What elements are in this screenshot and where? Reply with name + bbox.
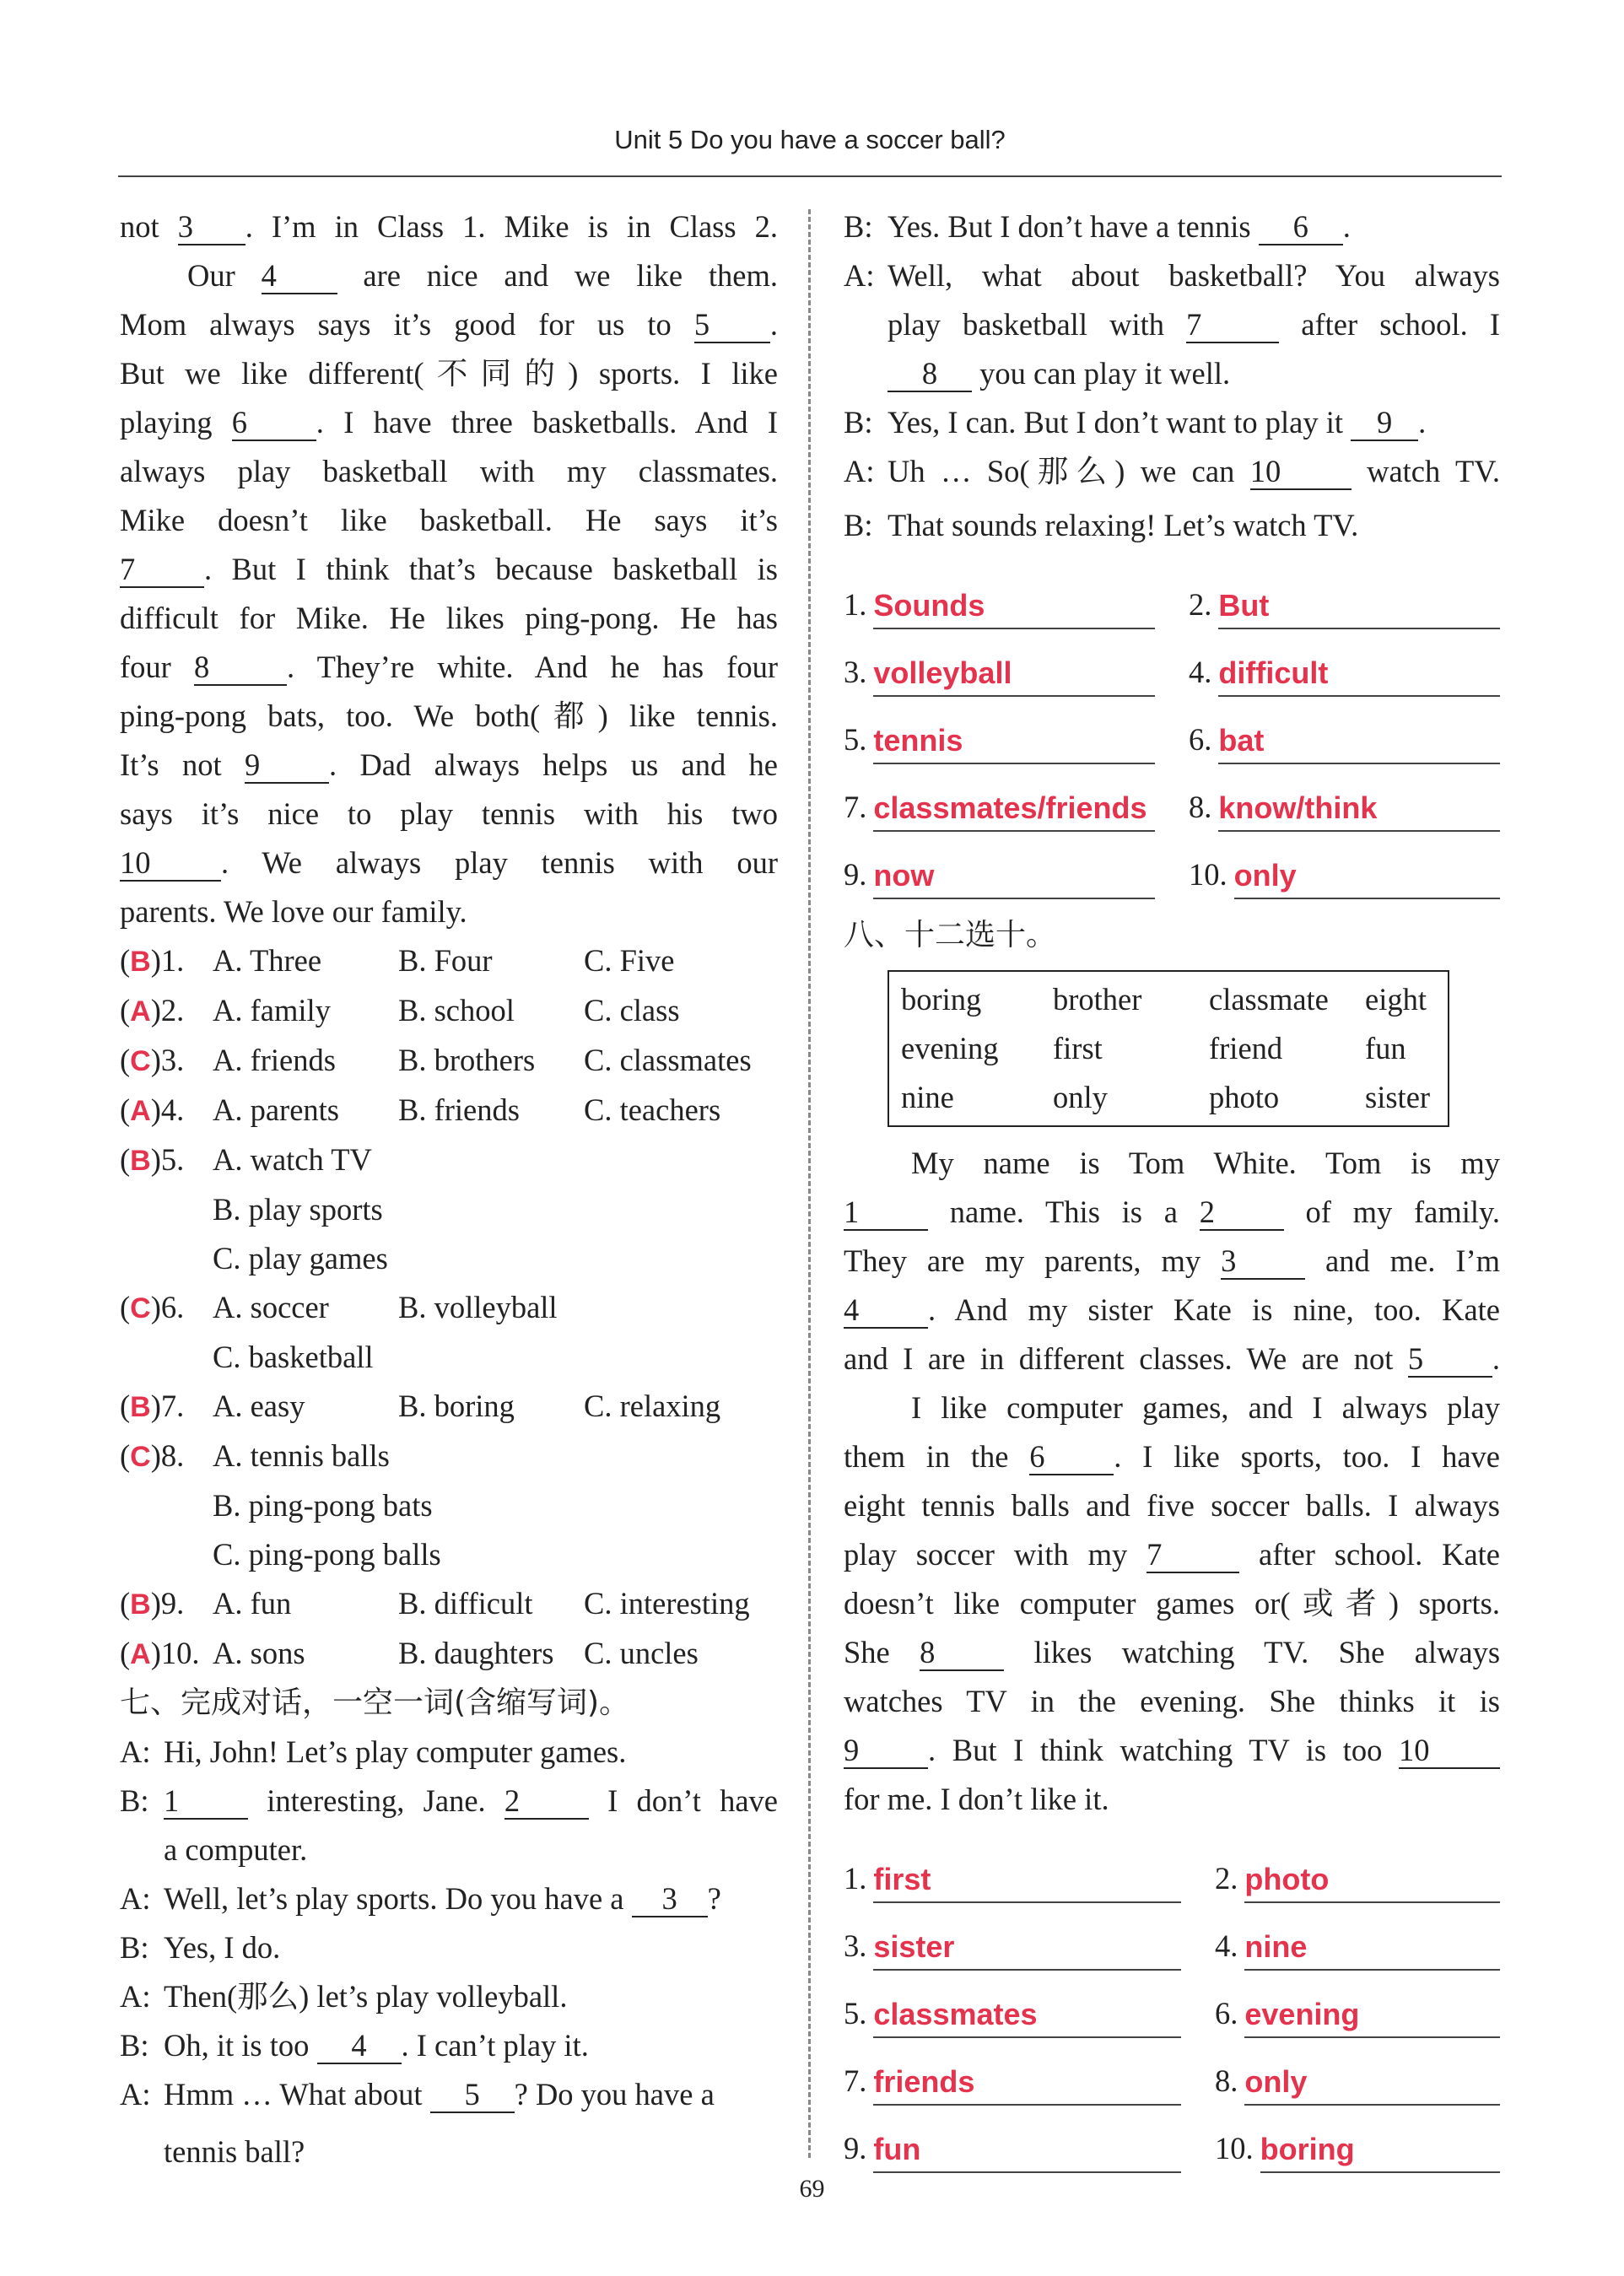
word-bank-item: fun [1365,1031,1406,1065]
answer-row: 6. bat [1189,697,1500,764]
passage-line: always play basketball with my classmates. [120,454,778,488]
page-header: Unit 5 Do you have a soccer ball? [614,125,1006,154]
section-8-title: 八、十二选十。 [844,918,1057,952]
page-number: 69 [799,2175,825,2203]
answer-field[interactable]: friends [873,2060,1181,2106]
answer-4: A [130,1095,151,1127]
passage-line: It’s not 9 . Dad always helps us and he [120,747,778,782]
passage-line: My name is Tom White. Tom is my [911,1146,1500,1180]
blank-6[interactable]: 6 [1029,1440,1114,1475]
blank-8[interactable]: 8 [920,1636,1004,1671]
blank-10[interactable]: 10 [120,846,221,882]
answer-10: A [130,1638,151,1670]
word-bank-item: sister [1365,1080,1431,1114]
answer-row: 4. nine [1215,1903,1500,1971]
answer-field[interactable]: now [873,854,1155,899]
passage-line: play soccer with my 7 after school. Kate [844,1537,1500,1572]
option-a[interactable]: A. easy [213,1389,305,1423]
question-4: (A)4. A. parents B. friends C. teachers [120,1086,778,1135]
blank-3[interactable]: 3 [178,210,245,245]
option-a[interactable]: A. soccer [213,1290,329,1324]
dialog-continuation: a computer. [164,1832,308,1867]
passage-line: 9 . But I think watching TV is too 10 [844,1726,1500,1775]
answer-field[interactable]: classmates/friends [873,786,1155,832]
answer-field[interactable]: fun [873,2128,1181,2173]
dialog-line: A: Well, let’s play sports. Do you have a 3 ? [120,1881,721,1916]
option-b[interactable]: B. volleyball [398,1290,558,1324]
option-c[interactable]: C. class [584,993,680,1027]
answer-row: 3. volleyball [844,629,1155,697]
blank-4[interactable]: 4 [262,259,337,294]
answer-row: 7. friends [844,2038,1181,2106]
option-a[interactable]: A. family [213,993,331,1027]
word-bank-item: photo [1209,1080,1280,1114]
answer-row: 2. But [1189,562,1500,629]
answer-field[interactable]: first [873,1858,1181,1903]
dialog-line: B: Yes. But I don’t have a tennis 6 . [844,209,1351,244]
answer-row: 1. Sounds [844,562,1155,629]
answer-field[interactable]: Sounds [873,584,1155,629]
passage-line: Mom always says it’s good for us to 5 . [120,307,779,342]
passage-line: doesn’t like computer games or(或者) sports. [844,1586,1500,1621]
passage-line: and I are in different classes. We are not 5 . [844,1341,1500,1376]
dialog-line: A: Well, what about basketball? You always [844,258,1500,293]
dialog-line: B: Yes, I can. But I don’t want to play it 9 . [844,405,1427,440]
section-7-title: 七、完成对话，一空一词(含缩写词)。 [120,1685,630,1720]
question-6: (C)6. A. soccer B. volleyball [120,1283,778,1333]
blank-9[interactable]: 9 [245,748,329,784]
answer-2: A [130,995,151,1027]
passage-line: She 8 likes watching TV. She always [844,1635,1501,1669]
blank-5[interactable]: 5 [430,2078,515,2113]
passage-line: says it’s nice to play tennis with his two [120,796,778,831]
answer-field[interactable]: photo [1244,1858,1500,1903]
answer-field[interactable]: volleyball [873,651,1155,697]
option-c[interactable]: C. play games [213,1241,388,1276]
answer-row: 8. know/think [1189,764,1500,832]
answer-field[interactable]: difficult [1218,651,1500,697]
answer-row: 2. photo [1215,1836,1500,1903]
passage-line: 10 . We always play tennis with our [120,845,778,880]
blank-1[interactable]: 1 [844,1195,928,1231]
blank-10[interactable]: 10 [1250,455,1352,490]
passage-line: 4 . And my sister Kate is nine, too. Kate [844,1292,1500,1327]
answer-1: B [130,946,151,978]
option-c[interactable]: C. relaxing [584,1389,721,1423]
word-bank-item: eight [1365,982,1427,1017]
word-bank-item: friend [1209,1031,1283,1065]
option-b[interactable]: B. Four [398,943,493,978]
option-c[interactable]: C. basketball [213,1340,374,1374]
option-c[interactable]: C. interesting [584,1586,750,1621]
passage-line: I like computer games, and I always play [911,1390,1500,1425]
option-b[interactable]: B. difficult [398,1586,533,1621]
option-b[interactable]: B. brothers [398,1043,536,1077]
blank-9[interactable]: 9 [844,1734,928,1769]
answer-row: 5. tennis [844,697,1155,764]
answer-3: C [130,1045,151,1077]
passage-line: Mike doesn’t like basketball. He says it’s [120,503,778,537]
header-rule [118,175,1502,177]
answer-field[interactable]: classmates [873,1993,1181,2038]
word-bank-item: first [1053,1031,1103,1065]
blank-2[interactable]: 2 [504,1784,589,1820]
blank-1[interactable]: 1 [164,1784,248,1820]
dialog-continuation: play basketball with 7 after school. I [888,307,1500,342]
option-c[interactable]: C. teachers [584,1092,721,1127]
option-c[interactable]: C. ping-pong balls [213,1537,441,1572]
answer-field[interactable]: know/think [1218,786,1500,832]
answer-5: B [130,1145,151,1177]
option-a[interactable]: A. sons [213,1636,305,1670]
passage-line: 7 . But I think that’s because basketball is [120,552,778,586]
passage-line: four 8 . They’re white. And he has four [120,650,779,684]
word-bank-item: boring [901,982,982,1017]
answers-section-7 [844,562,1500,899]
blank-3[interactable]: 3 [1221,1244,1305,1280]
option-a[interactable]: A. tennis balls [213,1438,390,1473]
dialog-line: B: 1 interesting, Jane. 2 I don’t have [120,1783,779,1818]
answer-row: 6. evening [1215,1971,1500,2038]
blank-9[interactable]: 9 [1351,406,1418,441]
blank-4[interactable]: 4 [844,1293,928,1329]
column-divider [808,209,811,2158]
option-a[interactable]: A. watch TV [213,1142,372,1177]
dialog-line: A: Hi, John! Let’s play computer games. [120,1734,627,1769]
word-bank-item: classmate [1209,982,1329,1017]
answers-section-8 [844,1836,1500,2173]
left-column [120,202,778,2176]
blank-7[interactable]: 7 [1147,1538,1239,1573]
dialog-line: A: Then(那么) let’s play volleyball. [120,1979,568,2014]
option-c[interactable]: C. Five [584,943,675,978]
passage-line: difficult for Mike. He likes ping-pong. He has [120,601,778,635]
answer-row: 5. classmates [844,1971,1181,2038]
word-bank [888,970,1449,1127]
passage-line: parents. We love our family. [120,894,467,929]
question-2: (A)2. A. family B. school C. class [120,986,778,1036]
blank-7[interactable]: 7 [120,553,204,588]
answer-field[interactable]: But [1218,584,1500,629]
option-b[interactable]: B. daughters [398,1636,554,1670]
passage-line: 1 name. This is a 2 of my family. [844,1195,1501,1229]
right-column [844,202,1500,2173]
dialog-line: B: Oh, it is too 4 . I can’t play it. [120,2028,589,2063]
word-bank-item: evening [901,1031,999,1065]
answer-field[interactable]: only [1234,854,1500,899]
answer-9: B [130,1588,151,1621]
answer-row: 9. now [844,832,1155,899]
question-3: (C)3. A. friends B. brothers C. classmates [120,1036,778,1086]
answer-field[interactable]: evening [1244,1993,1500,2038]
option-c[interactable]: C. classmates [584,1043,752,1077]
option-b[interactable]: B. ping-pong bats [213,1488,433,1523]
blank-8[interactable]: 8 [888,357,972,392]
option-a[interactable]: A. Three [213,943,322,978]
answer-7: B [130,1391,151,1423]
passage-line: for me. I don’t like it. [844,1782,1109,1816]
answer-8: C [130,1441,151,1473]
blank-2[interactable]: 2 [1200,1195,1284,1231]
blank-3[interactable]: 3 [632,1882,708,1917]
blank-6[interactable]: 6 [1259,210,1343,245]
blank-8[interactable]: 8 [194,650,287,686]
passage-line: eight tennis balls and five soccer balls. I always [844,1488,1500,1523]
answer-field[interactable]: tennis [873,719,1155,764]
answer-field[interactable]: only [1244,2060,1500,2106]
dialog-line: B: Yes, I do. [120,1930,281,1965]
option-b[interactable]: B. play sports [213,1192,383,1227]
option-a[interactable]: A. friends [213,1043,336,1077]
dialog-line: A: Uh … So(那么) we can 10 watch TV. [844,454,1501,488]
dialog-continuation: tennis ball? [164,2134,305,2169]
answer-row: 10. boring [1215,2106,1500,2173]
question-9: (B)9. A. fun B. difficult C. interesting [120,1579,778,1629]
answer-row: 8. only [1215,2038,1500,2106]
option-b[interactable]: B. school [398,993,515,1027]
dialog-line: A: Hmm … What about 5 ? Do you have a [120,2077,715,2112]
blank-7[interactable]: 7 [1186,308,1279,343]
answer-field[interactable]: nine [1244,1925,1500,1971]
answer-field[interactable]: boring [1260,2128,1500,2173]
question-10: (A)10. A. sons B. daughters C. uncles [120,1629,778,1679]
blank-4[interactable]: 4 [317,2029,402,2064]
passage-line: playing 6 . I have three basketballs. And I [120,405,778,440]
question-7: (B)7. A. easy B. boring C. relaxing [120,1382,778,1432]
option-c[interactable]: C. uncles [584,1636,699,1670]
passage-line: They are my parents, my 3 and me. I’m [844,1243,1501,1278]
passage-line: Our 4 are nice and we like them. [187,258,778,293]
answer-field[interactable]: sister [873,1925,1181,1971]
option-a[interactable]: A. parents [213,1092,340,1127]
blank-6[interactable]: 6 [232,406,316,441]
word-bank-item: only [1053,1080,1108,1114]
option-a[interactable]: A. fun [213,1586,292,1621]
dialog-continuation: 8 you can play it well. [844,349,1500,398]
answer-row: 4. difficult [1189,629,1500,697]
question-8: (C)8. A. tennis balls [120,1432,778,1481]
blank-5[interactable]: 5 [694,308,770,343]
answer-field[interactable]: bat [1218,719,1500,764]
answer-row: 1. first [844,1836,1181,1903]
question-5: (B)5. A. watch TV [120,1135,778,1185]
answer-row: 9. fun [844,2106,1181,2173]
option-b[interactable]: B. friends [398,1092,520,1127]
option-b[interactable]: B. boring [398,1389,515,1423]
word-bank-item: brother [1053,982,1142,1017]
passage-line: them in the 6 . I like sports, too. I have [844,1439,1501,1474]
blank-10[interactable]: 10 [1399,1734,1500,1769]
word-bank-item: nine [901,1080,954,1114]
passage-line: But we like different(不同的) sports. I like [120,356,778,391]
blank-5[interactable]: 5 [1408,1342,1492,1378]
answer-row: 3. sister [844,1903,1181,1971]
question-1: (B)1. A. Three B. Four C. Five [120,936,778,986]
answer-row: 7. classmates/friends [844,764,1155,832]
passage-line: not 3 . I’m in Class 1. Mike is in Class 2. [120,209,778,244]
dialog-line: B: That sounds relaxing! Let’s watch TV. [844,508,1359,542]
answer-row: 10. only [1189,832,1500,899]
passage-line: ping-pong bats, too. We both(都) like tennis. [120,698,778,733]
passage-line: watches TV in the evening. She thinks it is [844,1684,1500,1718]
answer-6: C [130,1292,151,1324]
